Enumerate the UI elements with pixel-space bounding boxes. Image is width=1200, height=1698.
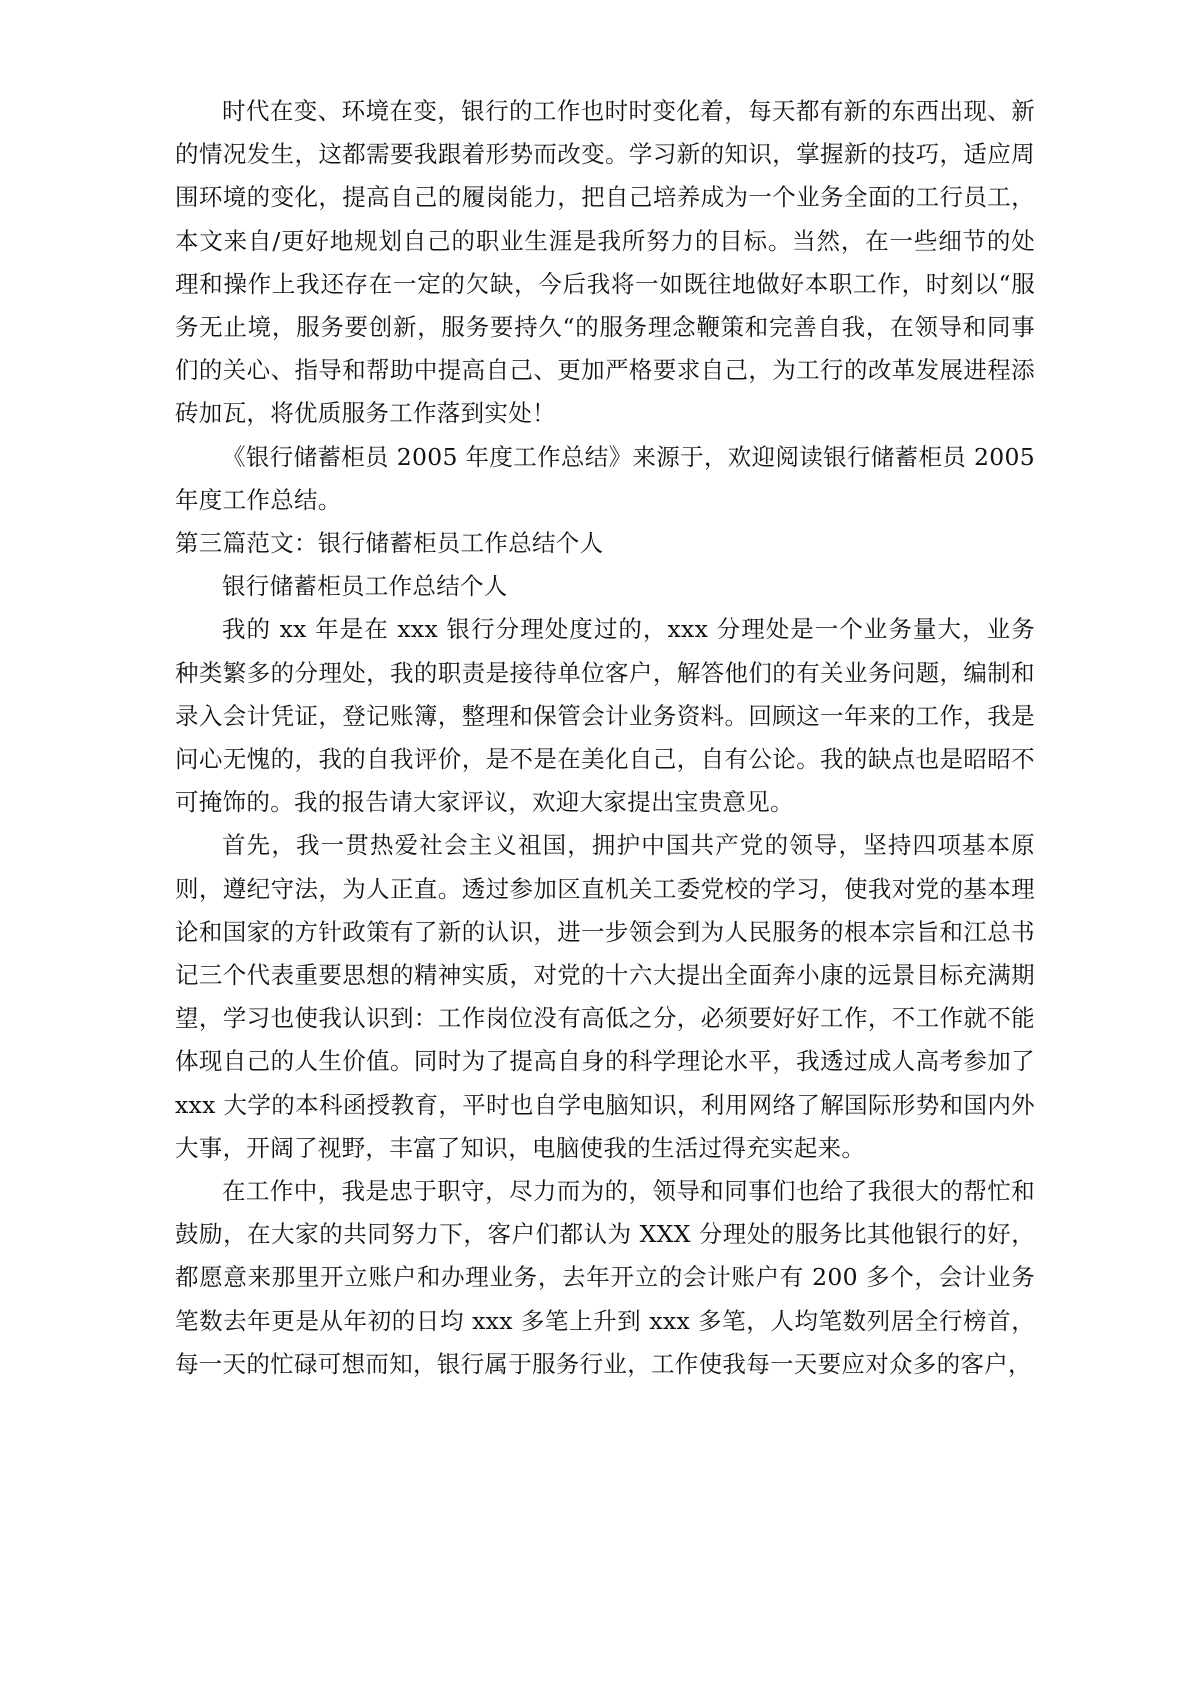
section-subtitle: 银行储蓄柜员工作总结个人 (222, 572, 508, 601)
paragraph-work-performance: 在工作中，我是忠于职守，尽力而为的，领导和同事们也给了我很大的帮忙和鼓励，在大家的共同努力下，客户们都认为 XXX 分理处的服务比其他银行的好，都愿意来那里开立账户和办理业务，去年开立的会计账户有 200 多个，会计业务笔数去年更是从年初的日均 xxx 多笔上升到 xxx 多笔，人均笔数列居全行榜首，每一天的忙碌可想而知，银行属于服务行业，工作使我每一天要应对众多的客户， (175, 1177, 1035, 1378)
section-heading: 第三篇范文：银行储蓄柜员工作总结个人 (175, 529, 604, 558)
paragraph-political-study: 首先，我一贯热爱社会主义祖国，拥护中国共产党的领导，坚持四项基本原则，遵纪守法，为人正直。透过参加区直机关工委党校的学习，使我对党的基本理论和国家的方针政策有了新的认识，进一步领会到为人民服务的根本宗旨和江总书记三个代表重要思想的精神实质，对党的十六大提出全面奔小康的远景目标充满期望，学习也使我认识到：工作岗位没有高低之分，必须要好好工作，不工作就不能体现自己的人生价值。同时为了提高自身的科学理论水平，我透过成人高考参加了 xxx 大学的本科函授教育，平时也自学电脑知识，利用网络了解国际形势和国内外大事，开阔了视野，丰富了知识，电脑使我的生活过得充实起来。 (175, 831, 1035, 1162)
paragraph-intro: 我的 xx 年是在 xxx 银行分理处度过的，xxx 分理处是一个业务量大，业务种类繁多的分理处，我的职责是接待单位客户，解答他们的有关业务问题，编制和录入会计凭证，登记账簿，整理和保管会计业务资料。回顾这一年来的工作，我是问心无愧的，我的自我评价，是不是在美化自己，自有公论。我的缺点也是昭昭不可掩饰的。我的报告请大家评议，欢迎大家提出宝贵意见。 (175, 615, 1035, 817)
paragraph-career-goals: 时代在变、环境在变，银行的工作也时时变化着，每天都有新的东西出现、新的情况发生，这都需要我跟着形势而改变。学习新的知识，掌握新的技巧，适应周围环境的变化，提高自己的履岗能力，把自己培养成为一个业务全面的工行员工，本文来自/更好地规划自己的职业生涯是我所努力的目标。当然，在一些细节的处理和操作上我还存在一定的欠缺，今后我将一如既往地做好本职工作，时刻以“服务无止境，服务要创新，服务要持久“的服务理念鞭策和完善自我，在领导和同事们的关心、指导和帮助中提高自己、更加严格要求自己，为工行的改革发展进程添砖加瓦，将优质服务工作落到实处！ (175, 97, 1035, 428)
paragraph-source-note: 《银行储蓄柜员 2005 年度工作总结》来源于，欢迎阅读银行储蓄柜员 2005 年度工作总结。 (175, 442, 1035, 514)
document-body (175, 90, 1035, 1386)
